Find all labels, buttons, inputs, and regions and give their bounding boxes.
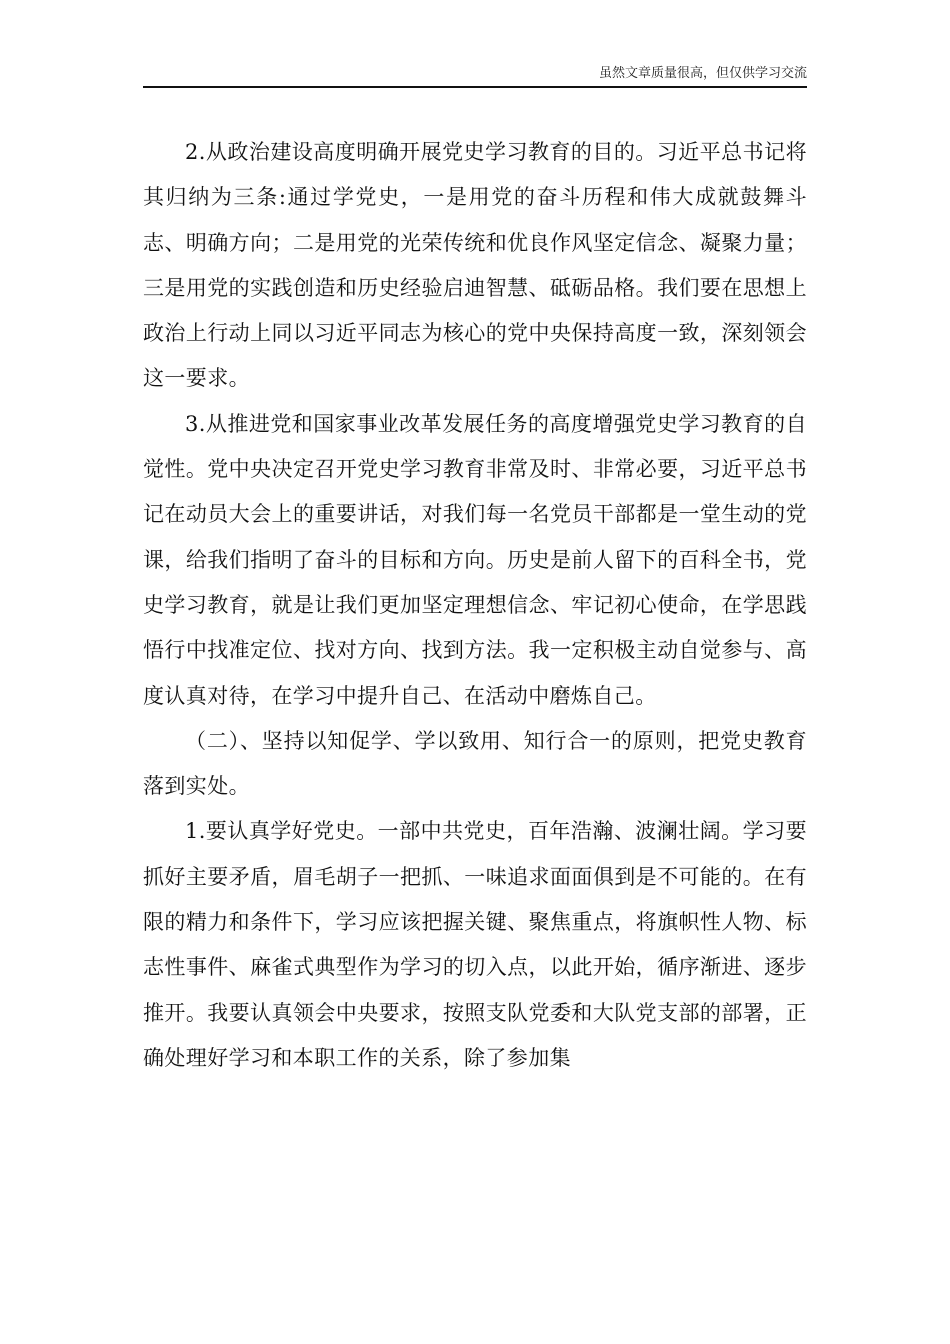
paragraph: 1.要认真学好党史。一部中共党史，百年浩瀚、波澜壮阔。学习要抓好主要矛盾，眉毛胡子一把抓、一味追求面面俱到是不可能的。在有限的精力和条件下，学习应该把握关键、聚焦重点，将旗帜性人物、标志性事件、麻雀式典型作为学习的切入点，以此开始，循序渐进、逐步推开。我要认真领会中央要求，按照支队党委和大队党支部的部署，正确处理好学习和本职工作的关系，除了参加集 — [143, 819, 807, 1070]
header-rule — [143, 86, 807, 88]
page-header-text: 虽然文章质量很高，但仅供学习交流 — [598, 66, 807, 81]
paragraph: 2.从政治建设高度明确开展党史学习教育的目的。习近平总书记将其归纳为三条:通过学党史，一是用党的奋斗历程和伟大成就鼓舞斗志、明确方向；二是用党的光荣传统和优良作风坚定信念、凝聚力量；三是用党的实践创造和历史经验启迪智慧、砥砺品格。我们要在思想上政治上行动上同以习近平同志为核心的党中央保持高度一致，深刻领会这一要求。 — [143, 140, 807, 391]
section-heading: （二）、坚持以知促学、学以致用、知行合一的原则，把党史教育落到实处。 — [143, 728, 807, 799]
paragraph: 3.从推进党和国家事业改革发展任务的高度增强党史学习教育的自觉性。党中央决定召开党史学习教育非常及时、非常必要，习近平总书记在动员大会上的重要讲话，对我们每一名党员干部都是一堂生动的党课，给我们指明了奋斗的目标和方向。历史是前人留下的百科全书，党史学习教育，就是让我们更加坚定理想信念、牢记初心使命，在学思践悟行中找准定位、找对方向、找到方法。我一定积极主动自觉参与、高度认真对待，在学习中提升自己、在活动中磨炼自己。 — [143, 411, 807, 708]
document-body — [143, 130, 807, 1081]
